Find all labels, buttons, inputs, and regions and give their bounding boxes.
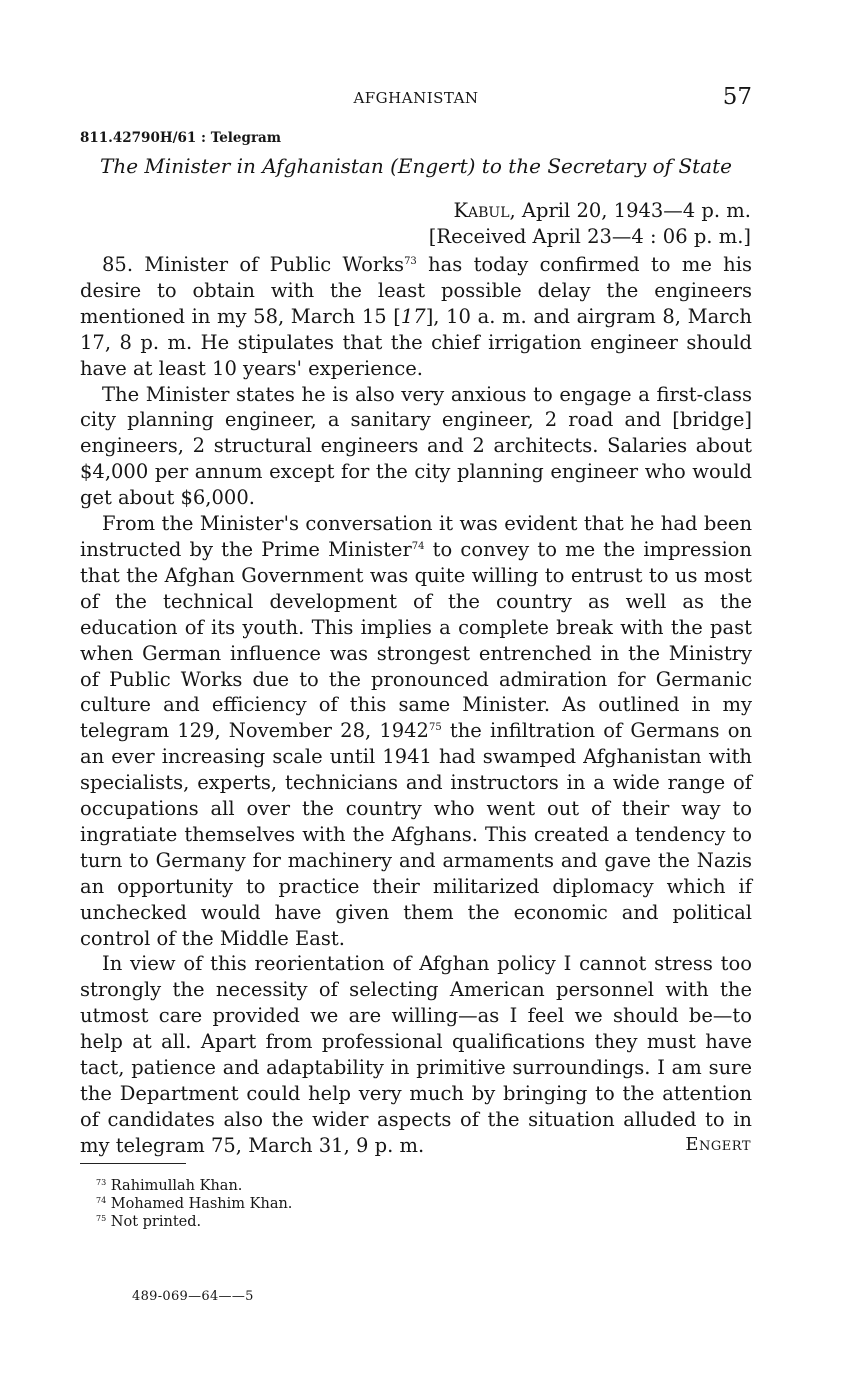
footnote-text: Not printed.	[110, 1214, 202, 1230]
footnote-ref-74: 74	[411, 540, 425, 552]
dateline	[429, 198, 751, 250]
footnote-ref-75: 75	[428, 722, 442, 734]
dateline-sent	[429, 198, 751, 224]
page-number: 57	[722, 84, 752, 110]
document-title: The Minister in Afghanistan (Engert) to the Secretary of State	[100, 154, 732, 178]
running-head	[80, 86, 752, 114]
footnote-number: 75	[96, 1214, 107, 1223]
paragraph-4: In view of this reorientation of Afghan policy I cannot stress too strongly the necessity of selecting American personnel with the utmost care provided we are willing—as I feel we should be—to help at all. Apart from professional qualifications they must have tact, patience and adaptability in primitive surroundings. I am sure the Department could help very much by bringing to the attention of candidates also the wider aspects of the situation alluded to in my telegram 75, March 31, 9 p. m.	[80, 952, 752, 1157]
footnote-text: Rahimullah Khan.	[110, 1178, 243, 1194]
print-code: 489-069—64——5	[132, 1289, 254, 1304]
footnote-74	[96, 1195, 292, 1213]
paragraph-3-text-b: to convey to me the impression that the Afghan Government was quite willing to entrust to us most of the technical development of the country as well as the education of its youth. This implies a complete break with the past when German influence was strongest entrenched in the Ministry of Public Works due to the pronounced admiration for Germanic culture and efficiency of this same Minister. As outlined in my telegram 129, November 28, 1942	[80, 537, 752, 743]
paragraph-1-italic: 17	[400, 304, 426, 328]
footnote-number: 74	[96, 1196, 107, 1205]
footnote-number: 73	[96, 1178, 107, 1187]
footnote-divider	[80, 1163, 186, 1164]
footnote-73	[96, 1177, 292, 1195]
paragraph-1	[80, 252, 752, 382]
paragraph-1-text-c: ], 10 a. m. and airgram 8, March 17, 8 p. m. He stipulates that the chief irrigation engineer should have at least 10 years' experience.	[80, 304, 752, 380]
footnotes	[96, 1177, 292, 1231]
paragraph-3-text-c: the infiltration of Germans on an ever increasing scale until 1941 had swamped Afghanistan with specialists, experts, technicians and instructors in a wide range of occupations all over the country who went out of their way to ingratiate themselves with the Afghans. This created a tendency to turn to Germany for machinery and armaments and gave the Nazis an opportunity to practice their militarized diplomacy which if unchecked would have given them the economic and political control of the Middle East.	[80, 719, 753, 950]
telegram-body	[80, 252, 752, 1159]
paragraph-3-text-a: From the Minister's conversation it was evident that he had been instructed by the Prime Minister	[80, 512, 752, 561]
dateline-place: Kabul,	[453, 199, 516, 222]
running-head-title: AFGHANISTAN	[353, 89, 479, 107]
paragraph-1-text-b: has today confirmed to me his desire to obtain with the least possible delay the engineers mentioned in my 58, March 15 [	[80, 253, 752, 328]
dateline-received: [Received April 23—4 : 06 p. m.]	[428, 225, 751, 248]
paragraph-1-text-a: 85. Minister of Public Works	[102, 253, 405, 276]
footnote-text: Mohamed Hashim Khan.	[110, 1196, 293, 1212]
footnote-ref-73: 73	[404, 256, 417, 267]
footnote-75	[96, 1213, 292, 1231]
file-number: 811.42790H/61 : Telegram	[80, 130, 282, 146]
dateline-date-time: April 20, 1943—4 p. m.	[515, 199, 751, 222]
paragraph-3	[80, 511, 752, 951]
signature: Engert	[685, 1134, 751, 1155]
paragraph-2: The Minister states he is also very anxious to engage a first-class city planning engineer, a sanitary engineer, 2 road and [bridge] engineers, 2 structural engineers and 2 architects. Salaries about $4,000 per annum except for the city planning engineer who would get about $6,000.	[80, 382, 752, 510]
